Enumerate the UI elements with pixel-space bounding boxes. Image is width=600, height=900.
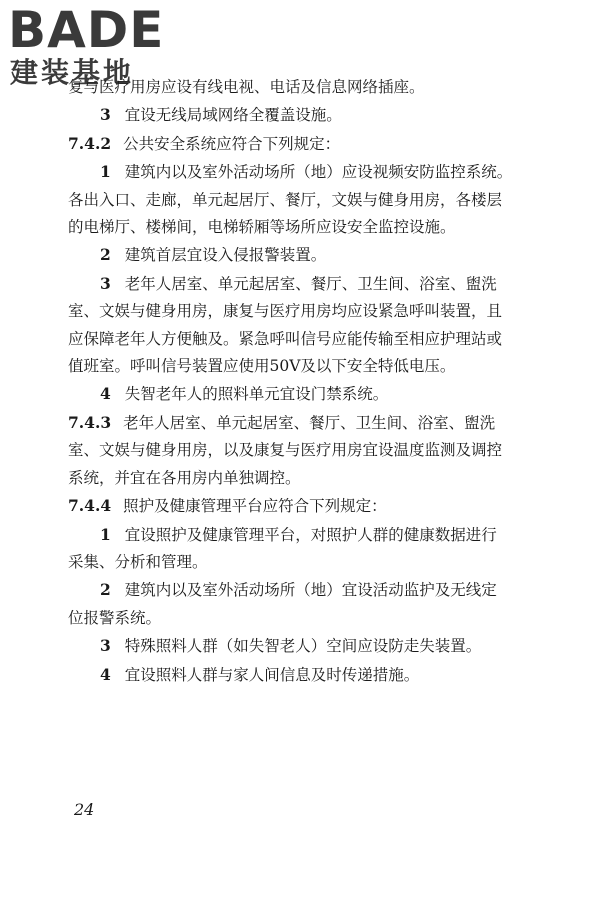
line-text: 建筑首层宜设入侵报警装置。 [124, 246, 327, 265]
line-text: 系统，并宜在各用房内单独调控。 [68, 468, 301, 487]
item-number: 3 [100, 636, 111, 656]
item-number: 1 [100, 524, 111, 544]
clause-line [68, 492, 538, 520]
line-text: 建筑内以及室外活动场所（地）应设视频安防监控系统。 [124, 163, 513, 182]
line-text: 老年人居室、单元起居室、餐厅、卫生间、浴室、盥洗 [124, 274, 497, 293]
continuation-line [68, 605, 538, 632]
continuation-line [68, 465, 538, 492]
line-text: 宜设照护及健康管理平台，对照护人群的健康数据进行 [124, 525, 497, 544]
clause-number: 7.4.2 [68, 133, 112, 153]
list-item-line [68, 241, 538, 269]
list-item-line [68, 158, 538, 186]
list-item-line [68, 632, 538, 660]
line-text: 老年人居室、单元起居室、餐厅、卫生间、浴室、盥洗 [123, 413, 496, 432]
line-text: 各出入口、走廊，单元起居厅、餐厅，文娱与健身用房，各楼层 [68, 190, 503, 209]
line-text: 复与医疗用房应设有线电视、电话及信息网络插座。 [68, 78, 425, 96]
line-text: 宜设照料人群与家人间信息及时传递措施。 [124, 665, 420, 684]
line-text: 应保障老年人方便触及。紧急呼叫信号应能传输至相应护理站或 [68, 329, 503, 348]
item-number: 2 [100, 580, 111, 600]
clause-number: 7.4.4 [68, 496, 112, 516]
item-number: 3 [100, 105, 111, 125]
line-text: 建筑内以及室外活动场所（地）宜设活动监护及无线定 [124, 581, 497, 600]
continuation-line [68, 298, 538, 325]
continuation-line [68, 187, 538, 214]
list-item-line [68, 380, 538, 408]
continuation-line [68, 214, 538, 241]
logo-brand-text: BADE [8, 1, 165, 59]
line-text: 宜设无线局域网络全覆盖设施。 [124, 106, 342, 125]
line-text: 的电梯厅、楼梯间，电梯轿厢等场所应设安全监控设施。 [68, 218, 456, 237]
document-body [68, 74, 538, 689]
line-text: 采集、分析和管理。 [68, 552, 208, 571]
item-number: 2 [100, 245, 111, 265]
continuation-line [68, 549, 538, 576]
page-number: 24 [74, 800, 95, 819]
continuation-line [68, 353, 538, 380]
item-number: 4 [100, 384, 111, 404]
list-item-line [68, 270, 538, 298]
line-text: 公共安全系统应符合下列规定： [123, 134, 341, 153]
list-item-line [68, 576, 538, 604]
clause-line [68, 130, 538, 158]
list-item-line [68, 101, 538, 129]
item-number: 3 [100, 273, 111, 293]
continuation-line [68, 437, 538, 464]
line-text: 失智老年人的照料单元宜设门禁系统。 [124, 385, 389, 404]
line-text: 照护及健康管理平台应符合下列规定： [123, 497, 387, 516]
clause-line [68, 409, 538, 437]
continuation-line [68, 74, 538, 101]
logo-subtitle-text: 建装基地 [10, 56, 135, 89]
list-item-line [68, 521, 538, 549]
line-text: 值班室。呼叫信号装置应使用50V及以下安全特低电压。 [68, 357, 456, 376]
line-text: 室、文娱与健身用房，以及康复与医疗用房宜设温度监测及调控 [68, 441, 503, 460]
continuation-line [68, 326, 538, 353]
line-text: 特殊照料人群（如失智老人）空间应设防走失装置。 [124, 637, 482, 656]
clause-number: 7.4.3 [68, 412, 112, 432]
line-text: 室、文娱与健身用房，康复与医疗用房均应设紧急呼叫装置，且 [68, 302, 503, 321]
item-number: 1 [100, 162, 111, 182]
item-number: 4 [100, 664, 111, 684]
line-text: 位报警系统。 [68, 608, 162, 627]
list-item-line [68, 661, 538, 689]
